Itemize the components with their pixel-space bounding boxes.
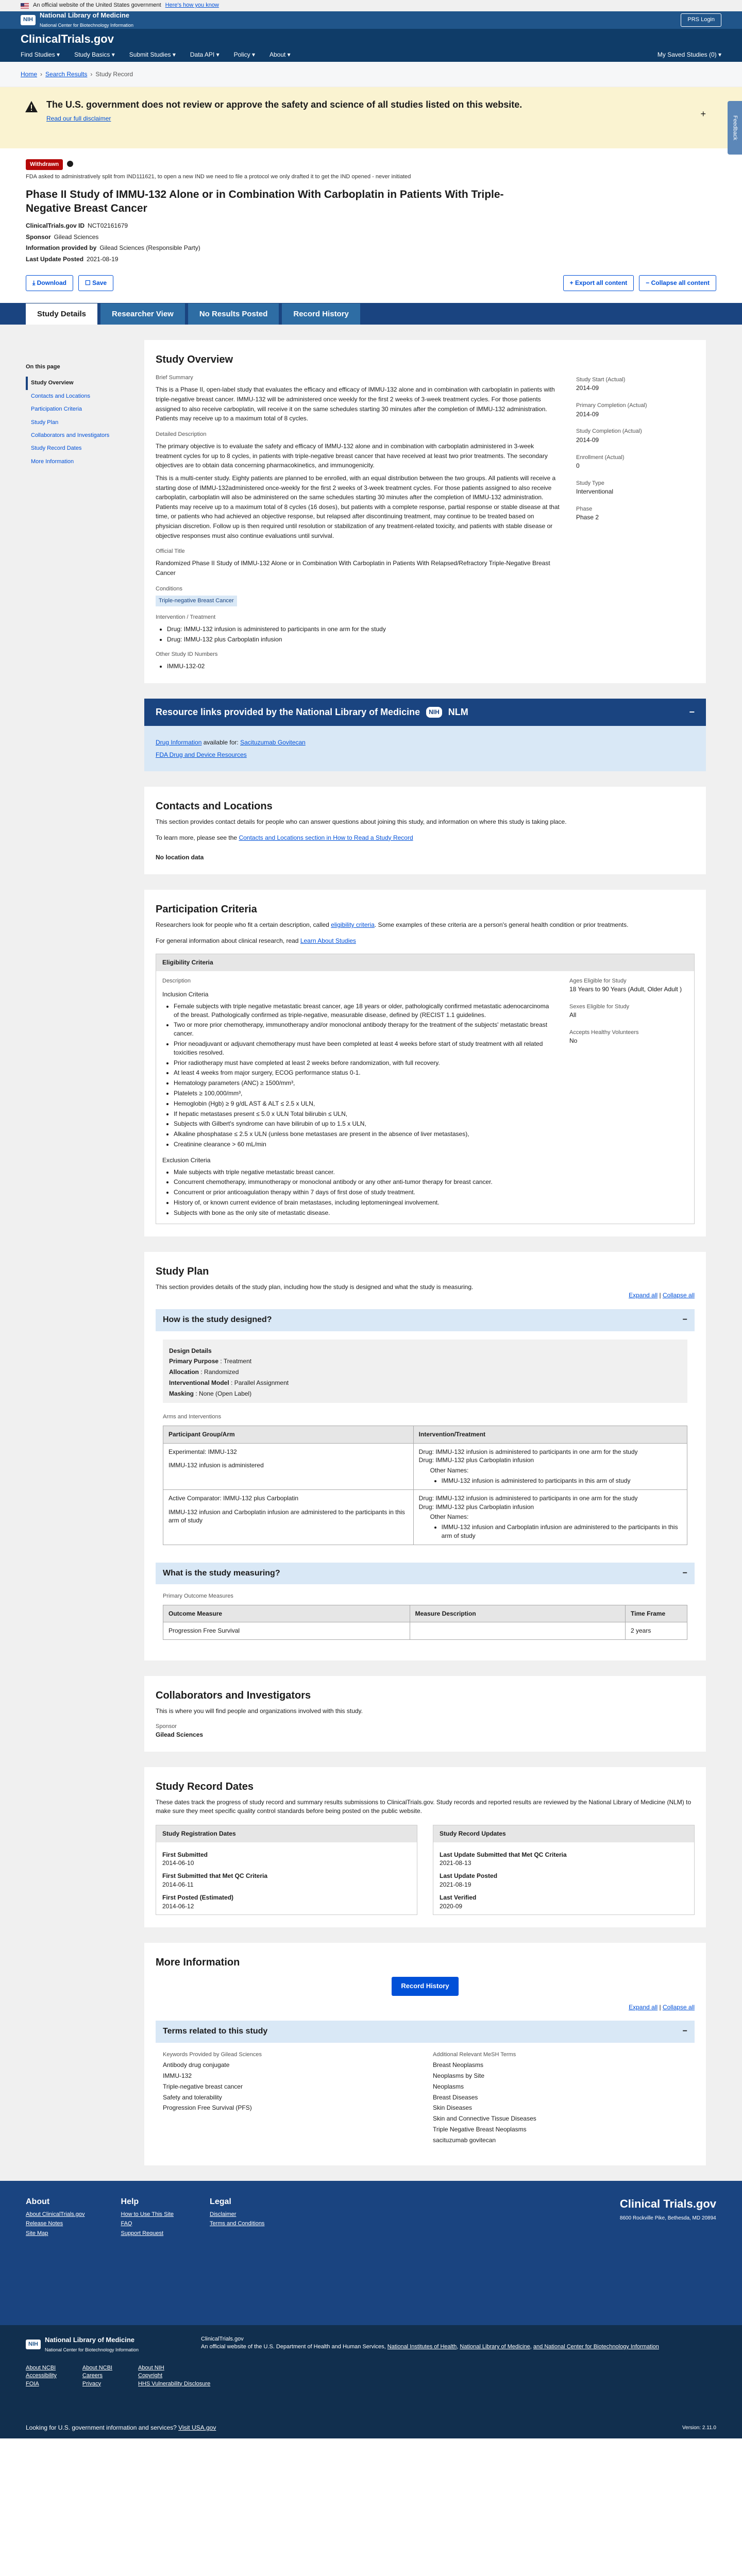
- main-nav: [21, 50, 721, 59]
- date-value: 2020-09: [440, 1902, 463, 1910]
- inclusion-item: • Female subjects with triple negative metastatic breast cancer, age 18 years or older, pathologically confirmed metastatic adenocarcinoma of the breast. Pathologically confirmed as triple-negative, measurable disease, defined by (RECIST 1.1 guidelines.: [174, 1002, 554, 1020]
- study-plan-card: Study Plan This section provides details of the study plan, including how the study is designed and what the study is measuring. Expand all | Collapse all How is the study designed? − Design Details Primary Purpose : Treatment Allocation : Randomized Interventional Model : Parallel Assignment Masking : None (Open Label) Arms and Interventions Participant Group/Arm Intervention/Treatment Experimental: IMMU-132 IMMU-132 infusion is administered Drug: IMMU-132 infusion is administered to participants in one arm for the study Drug: IMMU-132 plus Carboplatin infusion Other Names: • IMMU-132 infusion is administered to participants in this arm of study Active Comparator: IMMU-132 plus Carboplatin IMMU-132 infusion and Carboplatin infusion are administered to the participants in this arm of study Drug: IMMU-132 infusion is administered to participants in one arm for the study Drug: IMMU-132 plus Carboplatin infusion Other Names: • IMMU-132 infusion and Carboplatin infusion are administered to the participants in this arm of study What is the study measuring? − Primary Outcome Measures Outcome Measure Measure Description Time Frame Progression Free Survival 2 years: [144, 1252, 706, 1661]
- mesh-item: Skin and Connective Tissue Diseases: [433, 2115, 536, 2123]
- footer-link[interactable]: Release Notes: [26, 2221, 63, 2227]
- available-text: available for:: [203, 738, 239, 746]
- mesh-item: Breast Diseases: [433, 2093, 478, 2101]
- detailed-desc-1: The primary objective is to evaluate the safety and efficacy of IMMU-132 alone and in combination with carboplatin administered in 3-week treatment cycles for up to 8 cycles, in patients with triple-negative breast cancer that have received at least two prior treatments. The secondary objectives are to obtain data concerning pharmacokinetics, and immunogenicity.: [156, 443, 548, 469]
- table-row: [163, 1622, 687, 1640]
- toc-item-more[interactable]: More Information: [31, 458, 74, 465]
- exclusion-item: • Subjects with bone as the only site of metastatic disease.: [174, 1209, 554, 1217]
- toc-item-participation[interactable]: Participation Criteria: [31, 406, 82, 413]
- record-dates-card: [144, 1767, 706, 1927]
- arm-group: Active Comparator: IMMU-132 plus Carboplatin: [168, 1494, 299, 1502]
- design-value: Treatment: [223, 1358, 252, 1365]
- general-info-text: For general information about clinical research, read: [156, 937, 299, 944]
- plan-heading: Study Plan: [156, 1265, 209, 1277]
- nlm-footer: NIH National Library of Medicine National Center for Biotechnology Information ClinicalTrials.gov An official website of the U.S. Department of Health and Human Services, National Institutes of Health, National Library of Medicine, and National Center for Biotechnology Information About NCBI Accessibility FOIA About NCBI Careers Privacy About NIH Copyright HHS Vulnerability Disclosure: [0, 2325, 742, 2418]
- inclusion-item: • Prior neoadjuvant or adjuvant chemotherapy must have been completed at least 4 weeks before start of study treatment with all related toxicities resolved.: [174, 1040, 554, 1057]
- contacts-heading: Contacts and Locations: [156, 800, 273, 812]
- toc-item-dates[interactable]: Study Record Dates: [31, 445, 82, 452]
- fact-value: Interventional: [576, 488, 614, 496]
- detailed-desc-2: This is a multi-center study. Eighty patients are planned to be enrolled, with an equal distribution between the two groups. All patients will receive a starting dose of IMMU-132administered once-weekly for the first 2 weeks of 3-week treatment cycles. For those patients assigned to also receive carboplatin, carboplatin will also be administered on the same schedules starting 30 minutes after the completion of IMMU-132 administration. Patients may receive up to a maximum total of 8 cycles (16 doses), but patients with a complete response, partial response or stable disease at that time, or patients who had achieved an objective response, but relapsed after discontinuing treatment, may continue to be treated based on physician discretion. Follow up is then required until resolution or stabilization of any treatment-related toxicity, and patients with stable disease or objective responses must also continue evaluations until survival.: [156, 474, 560, 539]
- notice-title: The U.S. government does not review or approve the safety and science of all studies listed on this website.: [46, 99, 522, 110]
- ages-label: Ages Eligible for Study: [569, 977, 627, 984]
- status-note: FDA asked to administratively split from IND111621, to open a new IND we need to file a protocol we only drafted it to get the IND opened - never initiated: [26, 174, 411, 180]
- fact-value: 2014-09: [576, 384, 599, 392]
- study-meta: [26, 222, 716, 264]
- minus-icon: −: [682, 1315, 687, 1325]
- fact-value: 0: [576, 462, 580, 469]
- contacts-card: [144, 787, 706, 874]
- sexes-value: All: [569, 1011, 577, 1019]
- footer-help-heading: Help: [121, 2197, 139, 2206]
- save-icon: ☐: [85, 279, 93, 286]
- fact-value: 2014-09: [576, 436, 599, 444]
- mesh-item: Skin Diseases: [433, 2104, 473, 2112]
- date-key: Last Update Submitted that Met QC Criteria: [440, 1851, 567, 1858]
- nav-find-studies[interactable]: Find Studies ▾: [21, 51, 60, 58]
- nlm-footer-text: ClinicalTrials.gov: [201, 2335, 244, 2342]
- chevron-right-icon: ›: [40, 70, 43, 78]
- nav-policy[interactable]: Policy ▾: [233, 51, 255, 58]
- outcome-header: Time Frame: [626, 1605, 687, 1622]
- last-update-value: 2021-08-19: [87, 256, 119, 263]
- action-bar: [26, 275, 716, 291]
- date-value: 2021-08-13: [440, 1859, 471, 1867]
- arm-group-desc: IMMU-132 infusion is administered: [168, 1462, 264, 1469]
- collab-desc: This is where you will find people and organizations involved with this study.: [156, 1707, 363, 1715]
- toc-header: On this page: [26, 364, 60, 370]
- inclusion-item: • Alkaline phosphatase ≤ 2.5 x ULN (unless bone metastases are present in the absence of liver metastases),: [174, 1130, 554, 1139]
- usa-gov-text: Looking for U.S. government information and services?: [26, 2424, 177, 2432]
- design-value: None (Open Label): [199, 1389, 252, 1397]
- breadcrumb-home[interactable]: Home: [21, 70, 38, 78]
- nav-submit-studies[interactable]: Submit Studies ▾: [129, 51, 176, 58]
- participation-desc-2: . Some examples of these criteria are a person's general health condition or prior treatments.: [374, 921, 629, 929]
- main-column: [144, 340, 706, 2181]
- exclusion-label: Exclusion Criteria: [162, 1156, 211, 1164]
- eligibility-title: Eligibility Criteria: [156, 954, 694, 971]
- collapse-all-link[interactable]: Collapse all: [662, 1292, 695, 1299]
- dates-heading: Study Record Dates: [156, 1781, 254, 1793]
- outcome-header: Outcome Measure: [163, 1605, 410, 1622]
- footer-link[interactable]: Terms and Conditions: [210, 2221, 265, 2227]
- site-header: [0, 29, 742, 62]
- footer-link[interactable]: Site Map: [26, 2230, 48, 2236]
- last-update-label: Last Update Posted: [26, 256, 84, 263]
- date-key: First Posted (Estimated): [162, 1893, 234, 1901]
- outcome-desc: [410, 1622, 625, 1640]
- design-details-label: Design Details: [169, 1347, 212, 1354]
- collab-sponsor-label: Sponsor: [156, 1723, 177, 1730]
- breadcrumb-search-results[interactable]: Search Results: [45, 70, 88, 78]
- inclusion-item: • Hematology parameters (ANC) ≥ 1500/mm³,: [174, 1079, 554, 1088]
- arm-treatment: Drug: IMMU-132 infusion is administered to participants in one arm for the study: [418, 1448, 638, 1455]
- arm-treatment: Drug: IMMU-132 plus Carboplatin infusion: [418, 1456, 534, 1464]
- saved-studies-link[interactable]: My Saved Studies (0) ▾: [657, 51, 721, 58]
- collaborators-card: [144, 1676, 706, 1752]
- other-name-item: • IMMU-132 infusion and Carboplatin infusion are administered to the participants in this arm of study: [442, 1523, 682, 1540]
- arms-table: [163, 1426, 687, 1545]
- exclusion-item: • Concurrent chemotherapy, immunotherapy or monoclonal antibody or any other anti-tumor therapy for breast cancer.: [174, 1178, 554, 1187]
- design-value: Randomized: [204, 1368, 239, 1376]
- expand-all-link[interactable]: Expand all: [629, 1292, 658, 1299]
- mesh-item: Neoplasms by Site: [433, 2072, 485, 2079]
- fact-label: Study Type: [576, 480, 604, 486]
- gov-banner-text: An official website of the United States government: [33, 2, 161, 9]
- eligibility-box: [156, 954, 695, 1224]
- breadcrumb: [0, 62, 742, 87]
- date-value: 2021-08-19: [440, 1880, 471, 1888]
- ages-value: 18 Years to 90 Years (Adult, Older Adult ): [569, 985, 682, 993]
- inclusion-item: • Prior radiotherapy must have completed at least 2 weeks before randomization, with full recovery.: [174, 1059, 554, 1067]
- gov-banner: [0, 0, 742, 11]
- plan-desc: This section provides details of the study plan, including how the study is designed and what the study is measuring.: [156, 1283, 474, 1291]
- intervention-item: • Drug: IMMU-132 infusion is administered to participants in one arm for the study: [167, 625, 561, 634]
- nlm-name: National Library of Medicine: [39, 11, 130, 19]
- other-names-label: Other Names:: [430, 1467, 469, 1475]
- design-key: Primary Purpose: [169, 1358, 219, 1365]
- tab-researcher-view[interactable]: Researcher View: [100, 303, 185, 325]
- design-accordion: How is the study designed? − Design Details Primary Purpose : Treatment Allocation : Randomized Interventional Model : Parallel Assignment Masking : None (Open Label) Arms and Interventions Participant Group/Arm Intervention/Treatment Experimental: IMMU-132 IMMU-132 infusion is administered Drug: IMMU-132 infusion is administered to participants in one arm for the study Drug: IMMU-132 plus Carboplatin infusion Other Names: • IMMU-132 infusion is administered to participants in this arm of study Active Comparator: IMMU-132 plus Carboplatin IMMU-132 infusion and Carboplatin infusion are administered to the participants in this arm of study Drug: IMMU-132 infusion is administered to participants in one arm for the study Drug: IMMU-132 plus Carboplatin infusion Other Names: • IMMU-132 infusion and Carboplatin infusion are administered to the participants in this arm of study: [156, 1309, 695, 1553]
- version-text: Version: 2.11.0: [682, 2425, 716, 2431]
- nlm-resource-panel: [144, 699, 706, 771]
- other-name-item: • IMMU-132 infusion is administered to participants in this arm of study: [442, 1477, 682, 1485]
- arm-treatment: Drug: IMMU-132 infusion is administered to participants in one arm for the study: [418, 1494, 638, 1502]
- mesh-item: Neoplasms: [433, 2082, 464, 2090]
- nlm-footer-logo[interactable]: NIH National Library of Medicine National Center for Biotechnology Information: [26, 2335, 180, 2354]
- footer-link[interactable]: About ClinicalTrials.gov: [26, 2211, 85, 2217]
- minus-icon: −: [682, 1568, 687, 1578]
- keyword-item: Antibody drug conjugate: [163, 2061, 230, 2069]
- footer-link[interactable]: About NCBI: [26, 2364, 56, 2371]
- us-flag-icon: [21, 3, 29, 9]
- reg-dates-title: Study Registration Dates: [156, 1825, 417, 1842]
- nav-data-api[interactable]: Data API ▾: [190, 51, 220, 58]
- inclusion-item: • Creatinine clearance > 60 mL/min: [174, 1140, 554, 1149]
- info-icon[interactable]: [67, 161, 73, 167]
- toc-item-collaborators[interactable]: Collaborators and Investigators: [31, 432, 110, 438]
- exclusion-item: • History of, or known current evidence of brain metastases, including leptomeningeal involvement.: [174, 1198, 554, 1207]
- study-title: Phase II Study of IMMU-132 Alone or in Combination With Carboplatin in Patients With Triple-Negative Breast Cancer: [26, 188, 504, 214]
- ncbi-link[interactable]: and National Center for Biotechnology Information: [533, 2343, 659, 2350]
- date-value: 2014-06-12: [162, 1902, 194, 1910]
- exclusion-item: • Concurrent or prior anticoagulation therapy within 7 days of first dose of study treatment.: [174, 1188, 554, 1197]
- outcome-table: [163, 1605, 687, 1640]
- mesh-item: Breast Neoplasms: [433, 2061, 484, 2069]
- brief-label: Brief Summary: [156, 375, 193, 381]
- study-overview-card: [144, 340, 706, 683]
- arms-label: Arms and Interventions: [163, 1414, 222, 1420]
- brief-summary: This is a Phase II, open-label study that evaluates the efficacy and efficacy of IMMU-132 alone and in combination with carboplatin in patients with triple-negative breast cancer. IMMU-132 will be administered once weekly for the first 2 weeks of 3-week treatment cycles. For those patients assigned to also receive carboplatin, will receive it on the same schedules starting 30 minutes after the completion of IMMU-132 administration. Patients may receive up to a maximum total of 8 cycles.: [156, 386, 555, 422]
- conditions-label: Conditions: [156, 585, 182, 592]
- minus-icon: −: [682, 2027, 687, 2036]
- footer-link[interactable]: How to Use This Site: [121, 2211, 174, 2217]
- date-value: 2014-06-10: [162, 1859, 194, 1867]
- breadcrumb-current: Study Record: [95, 70, 133, 78]
- tab-study-details[interactable]: Study Details: [26, 303, 97, 325]
- keyword-item: IMMU-132: [163, 2072, 192, 2079]
- design-key: Interventional Model: [169, 1379, 229, 1386]
- intervention-item: • Drug: IMMU-132 plus Carboplatin infusion: [167, 635, 561, 644]
- inclusion-item: • Subjects with Gilbert's syndrome can have bilirubin of up to 1.5 x ULN,: [174, 1120, 554, 1128]
- footer-link[interactable]: Careers: [82, 2372, 103, 2379]
- outcome-time: 2 years: [626, 1622, 687, 1640]
- sexes-label: Sexes Eligible for Study: [569, 1003, 630, 1010]
- footer-link[interactable]: Copyright: [138, 2372, 163, 2379]
- nih-logo-icon: NIH: [26, 2340, 41, 2349]
- design-value: Parallel Assignment: [234, 1379, 289, 1386]
- participation-heading: Participation Criteria: [156, 904, 257, 916]
- table-row: [163, 1443, 687, 1489]
- nct-id: NCT02161679: [88, 222, 128, 229]
- prs-login-button[interactable]: PRS Login: [681, 13, 721, 26]
- fact-label: Study Start (Actual): [576, 377, 626, 383]
- contacts-how-to-link[interactable]: Contacts and Locations section in How to Read a Study Record: [239, 834, 413, 841]
- measure-accordion: [156, 1563, 695, 1648]
- arm-header: Participant Group/Arm: [163, 1426, 414, 1443]
- terms-accordion-header[interactable]: Terms related to this study −: [156, 2021, 695, 2042]
- keyword-item: Progression Free Survival (PFS): [163, 2104, 252, 2112]
- nlm-footer-desc: An official website of the U.S. Department of Health and Human Services,: [201, 2343, 386, 2350]
- expand-all-link[interactable]: Expand all: [629, 2003, 658, 2011]
- healthy-label: Accepts Healthy Volunteers: [569, 1029, 639, 1036]
- intervention-label: Intervention / Treatment: [156, 614, 216, 621]
- chevron-right-icon: ›: [90, 70, 93, 78]
- inclusion-item: • Two or more prior chemotherapy, immunotherapy and/or monoclonal antibody therapy for the treatment of the subjects' metastatic breast cancer.: [174, 1021, 554, 1038]
- info-provided-value: Gilead Sciences (Responsible Party): [99, 244, 200, 252]
- export-all-button[interactable]: + Export all content: [563, 275, 634, 291]
- dates-desc: These dates track the progress of study record and summary results submissions to ClinicalTrials.gov. Study records and reported results are reviewed by the National Library of Medicine (NLM) to make sure they meet specific quality control standards before being posted on the public website.: [156, 1799, 692, 1815]
- record-history-button[interactable]: Record History: [392, 1977, 458, 1995]
- footer-link[interactable]: Disclaimer: [210, 2211, 237, 2217]
- info-provided-label: Information provided by: [26, 244, 97, 252]
- site-logo[interactable]: ClinicalTrials.gov: [21, 32, 114, 45]
- nlm-logo-text: NLM: [448, 706, 468, 717]
- fact-value: 2014-09: [576, 410, 599, 418]
- footer-address: 8600 Rockville Pike, Bethesda, MD 20894: [619, 2215, 716, 2222]
- arm-group-desc: IMMU-132 infusion and Carboplatin infusion are administered to the participants in this arm of study: [168, 1508, 405, 1524]
- fact-label: Primary Completion (Actual): [576, 402, 647, 409]
- nlm-sub: National Center for Biotechnology Information: [39, 23, 134, 28]
- collab-sponsor: Gilead Sciences: [156, 1731, 204, 1739]
- download-icon: ⤓: [32, 279, 37, 286]
- outcome-measure: Progression Free Survival: [163, 1622, 410, 1640]
- other-ids-label: Other Study ID Numbers: [156, 651, 218, 658]
- nct-label: ClinicalTrials.gov ID: [26, 222, 85, 229]
- collapse-all-button[interactable]: − Collapse all content: [639, 275, 716, 291]
- primary-outcome-label: Primary Outcome Measures: [163, 1593, 233, 1600]
- exclusion-item: • Male subjects with triple negative metastatic breast cancer.: [174, 1168, 554, 1177]
- other-names-label: Other Names:: [430, 1513, 469, 1521]
- arm-header: Intervention/Treatment: [413, 1426, 687, 1443]
- terms-accordion: [156, 2021, 695, 2153]
- learn-about-studies-link[interactable]: Learn About Studies: [300, 937, 356, 944]
- overview-heading: Study Overview: [156, 354, 233, 365]
- footer-link[interactable]: Privacy: [82, 2380, 101, 2387]
- footer-legal-heading: Legal: [210, 2197, 231, 2206]
- disclaimer-link[interactable]: Read our full disclaimer: [46, 115, 111, 123]
- keyword-item: Triple-negative breast cancer: [163, 2082, 243, 2090]
- footer-link[interactable]: FAQ: [121, 2221, 132, 2227]
- contacts-desc: This section provides contact details for people who can answer questions about joining this study, and information on where this study is taking place.: [156, 818, 567, 825]
- inclusion-label: Inclusion Criteria: [162, 990, 209, 998]
- nlm-logo[interactable]: [21, 11, 133, 29]
- collapse-all-link[interactable]: Collapse all: [662, 2003, 695, 2011]
- download-button[interactable]: ⤓ Download: [26, 275, 73, 291]
- bottom-bar: [0, 2418, 742, 2438]
- site-footer: [0, 2181, 742, 2325]
- usa-gov-link[interactable]: Visit USA.gov: [178, 2424, 216, 2432]
- update-dates-title: Study Record Updates: [433, 1825, 694, 1842]
- design-accordion-header[interactable]: How is the study designed? −: [156, 1309, 695, 1331]
- toc-item-contacts[interactable]: Contacts and Locations: [31, 393, 90, 399]
- plus-icon: +: [569, 279, 575, 286]
- arm-treatment: Drug: IMMU-132 plus Carboplatin infusion: [418, 1503, 534, 1511]
- nih-logo-icon: NIH: [21, 15, 36, 25]
- nav-study-basics[interactable]: Study Basics ▾: [74, 51, 115, 58]
- toc-item-overview[interactable]: Study Overview: [26, 377, 144, 389]
- resource-title: Resource links provided by the National Library of Medicine: [156, 706, 420, 717]
- design-key: Allocation: [169, 1368, 199, 1376]
- keywords-label: Keywords Provided by Gilead Sciences: [163, 2051, 262, 2058]
- nih-link[interactable]: National Institutes of Health: [387, 2343, 457, 2350]
- mesh-item: sacituzumab govitecan: [433, 2136, 496, 2144]
- tab-bar: [0, 303, 742, 325]
- inclusion-item: • Platelets ≥ 100,000/mm³,: [174, 1089, 554, 1098]
- nih-logo-icon: NIH: [426, 707, 442, 718]
- date-key: Last Verified: [440, 1893, 477, 1901]
- keyword-item: Safety and tolerability: [163, 2093, 222, 2101]
- sponsor-label: Sponsor: [26, 233, 51, 241]
- nlm-bar: [0, 11, 742, 29]
- minus-icon: −: [646, 279, 651, 286]
- learn-text: To learn more, please see the: [156, 834, 238, 841]
- measure-accordion-header[interactable]: What is the study measuring? −: [156, 1563, 695, 1584]
- description-label: Description: [162, 977, 191, 984]
- fda-resources-link[interactable]: FDA Drug and Device Resources: [156, 751, 247, 758]
- more-heading: More Information: [156, 1957, 240, 1969]
- footer-brand[interactable]: Clinical Trials.gov: [619, 2197, 716, 2210]
- nav-about[interactable]: About ▾: [269, 51, 291, 58]
- table-row: [163, 1489, 687, 1545]
- mesh-item: Triple Negative Breast Neoplasms: [433, 2125, 527, 2133]
- detailed-label: Detailed Description: [156, 431, 207, 437]
- tab-record-history[interactable]: Record History: [282, 303, 360, 325]
- page-toc: [26, 340, 144, 2181]
- official-title: Randomized Phase II Study of IMMU-132 Alone or in Combination With Carboplatin in Patients With Relapsed/Refractory Triple-Negative Breast Cancer: [156, 560, 550, 577]
- outcome-header: Measure Description: [410, 1605, 625, 1622]
- inclusion-item: • If hepatic metastases present ≤ 5.0 x ULN Total bilirubin ≤ ULN,: [174, 1110, 554, 1118]
- participation-desc: Researchers look for people who fit a certain description, called: [156, 921, 329, 929]
- fact-value: Phase 2: [576, 514, 599, 521]
- footer-link[interactable]: HHS Vulnerability Disclosure: [138, 2380, 211, 2387]
- collab-heading: Collaborators and Investigators: [156, 1690, 311, 1702]
- condition-tag[interactable]: Triple-negative Breast Cancer: [156, 596, 237, 606]
- healthy-value: No: [569, 1037, 578, 1045]
- warning-icon: [25, 100, 38, 113]
- sponsor-value: Gilead Sciences: [54, 233, 99, 241]
- footer-link[interactable]: About NCBI: [82, 2364, 112, 2371]
- eligibility-link[interactable]: eligibility criteria: [331, 921, 375, 929]
- no-location-text: No location data: [156, 854, 204, 861]
- footer-link[interactable]: FOIA: [26, 2380, 39, 2387]
- study-header: [0, 148, 742, 303]
- fact-label: Enrollment (Actual): [576, 454, 625, 461]
- drug-link[interactable]: Sacituzumab Govitecan: [240, 738, 306, 746]
- footer-link[interactable]: About NIH: [138, 2364, 164, 2371]
- plus-icon[interactable]: +: [700, 109, 706, 119]
- arm-group: Experimental: IMMU-132: [168, 1448, 237, 1455]
- minus-icon[interactable]: −: [689, 706, 695, 717]
- toc-item-plan[interactable]: Study Plan: [31, 419, 59, 426]
- feedback-tab[interactable]: Feedback: [728, 101, 742, 155]
- gov-banner-link[interactable]: Here's how you know: [165, 2, 219, 9]
- save-button[interactable]: ☐ Save: [78, 275, 113, 291]
- official-title-label: Official Title: [156, 548, 185, 555]
- drug-info-link[interactable]: Drug Information: [156, 738, 202, 746]
- date-key: First Submitted that Met QC Criteria: [162, 1872, 268, 1880]
- study-facts: [576, 367, 695, 671]
- inclusion-item: • Hemoglobin (Hgb) ≥ 9 g/dL AST & ALT ≤ 2.5 x ULN,: [174, 1099, 554, 1108]
- more-info-card: More Information Record History Expand all | Collapse all Terms related to this study − Keywords Provided by Gilead Sciences Antibody drug conjugate IMMU-132 Triple-negative breast cancer Safety and tolerability Progression Free Survival (PFS) Additional Relevant MeSH Terms Breast Neoplasms Neoplasms by Site Neoplasms Breast Diseases Skin Diseases Skin and Connective Tissue Diseases Triple Negative Breast Neoplasms sacituzumab govitecan: [144, 1943, 706, 2165]
- other-id-item: • IMMU-132-02: [167, 662, 561, 671]
- footer-link[interactable]: Support Request: [121, 2230, 164, 2236]
- footer-link[interactable]: Accessibility: [26, 2372, 57, 2379]
- content-area: [0, 325, 742, 2181]
- nlm-link[interactable]: National Library of Medicine: [460, 2343, 530, 2350]
- status-badge: Withdrawn: [26, 159, 63, 170]
- design-key: Masking: [169, 1389, 194, 1397]
- date-value: 2014-06-11: [162, 1880, 194, 1888]
- date-key: First Submitted: [162, 1851, 208, 1858]
- date-key: Last Update Posted: [440, 1872, 498, 1880]
- mesh-label: Additional Relevant MeSH Terms: [433, 2051, 516, 2058]
- fact-label: Phase: [576, 505, 593, 512]
- footer-about-heading: About: [26, 2197, 50, 2206]
- inclusion-item: • At least 4 weeks from major surgery, ECOG performance status 0-1.: [174, 1069, 554, 1077]
- tab-no-results[interactable]: No Results Posted: [188, 303, 279, 325]
- disclaimer-notice: [0, 87, 742, 148]
- fact-label: Study Completion (Actual): [576, 428, 642, 435]
- participation-card: [144, 890, 706, 1236]
